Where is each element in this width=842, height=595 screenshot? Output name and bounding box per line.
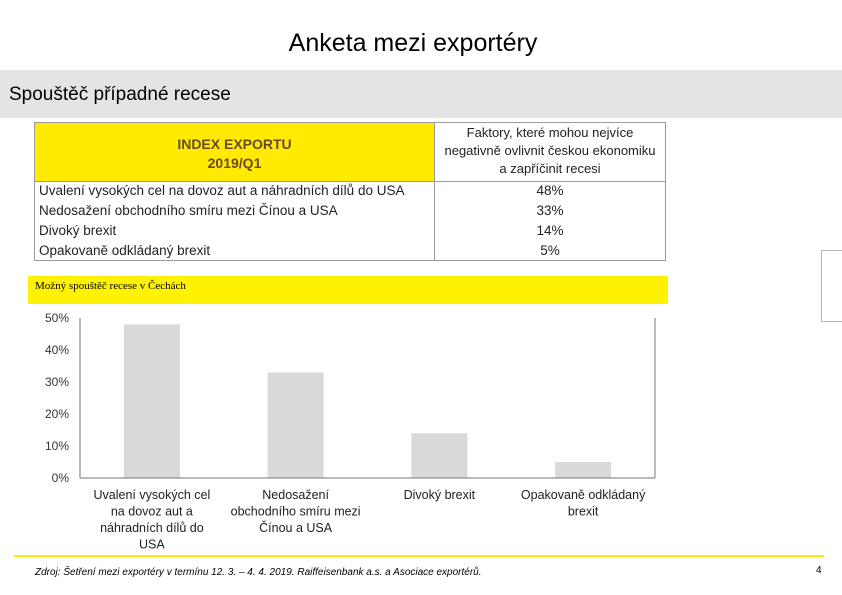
page-title: Anketa mezi exportéry	[288, 29, 538, 57]
y-tick-label: 20%	[44, 407, 69, 421]
table-header-index-line2: 2019/Q1	[207, 155, 262, 171]
table-row-label: Divoký brexit	[39, 223, 117, 238]
bar	[411, 433, 467, 478]
x-tick-label: Divoký brexit	[403, 488, 476, 502]
chart-header-text: Možný spouštěč recese v Čechách	[35, 280, 186, 292]
y-tick-label: 30%	[44, 375, 69, 389]
page-number: 4	[816, 565, 822, 576]
footer-divider	[14, 555, 824, 557]
x-tick-label: Nedosažení obchodního smíru mezi Čínou a USA	[230, 488, 361, 535]
bar	[555, 462, 611, 478]
table-header-factors-line2: negativně ovlivnit českou ekonomiku	[444, 143, 656, 158]
source-note: Zdroj: Šetření mezi exportéry v termínu 12. 3. – 4. 4. 2019. Raiffeisenbank a.s. a Asociace exportérů.	[35, 567, 482, 578]
table-row-value: 14%	[536, 223, 564, 238]
y-tick-label: 40%	[44, 343, 69, 357]
table-header-factors-line1: Faktory, které mohou nejvíce	[466, 125, 634, 140]
bar	[124, 324, 180, 478]
bar	[268, 372, 324, 478]
y-tick-label: 50%	[44, 311, 69, 325]
table-header-factors-line3: a zapříčinit recesi	[499, 161, 601, 176]
table-row-value: 33%	[536, 203, 564, 218]
table-header-index-line1: INDEX EXPORTU	[177, 136, 292, 152]
x-tick-label: Opakovaně odkládaný brexit	[520, 488, 646, 519]
table-row-label: Uvalení vysokých cel na dovoz aut a náhradních dílů do USA	[39, 183, 405, 198]
y-tick-label: 0%	[51, 471, 69, 485]
table-row-label: Nedosažení obchodního smíru mezi Čínou a USA	[39, 203, 338, 218]
table-row-value: 5%	[540, 243, 560, 258]
x-tick-label: Uvalení vysokých cel na dovoz aut a náhradních dílů do USA	[93, 488, 211, 552]
table-row-value: 48%	[536, 183, 564, 198]
page-subtitle: Spouštěč případné recese	[9, 84, 231, 105]
y-tick-label: 10%	[44, 439, 69, 453]
table-row-label: Opakovaně odkládaný brexit	[39, 243, 211, 258]
